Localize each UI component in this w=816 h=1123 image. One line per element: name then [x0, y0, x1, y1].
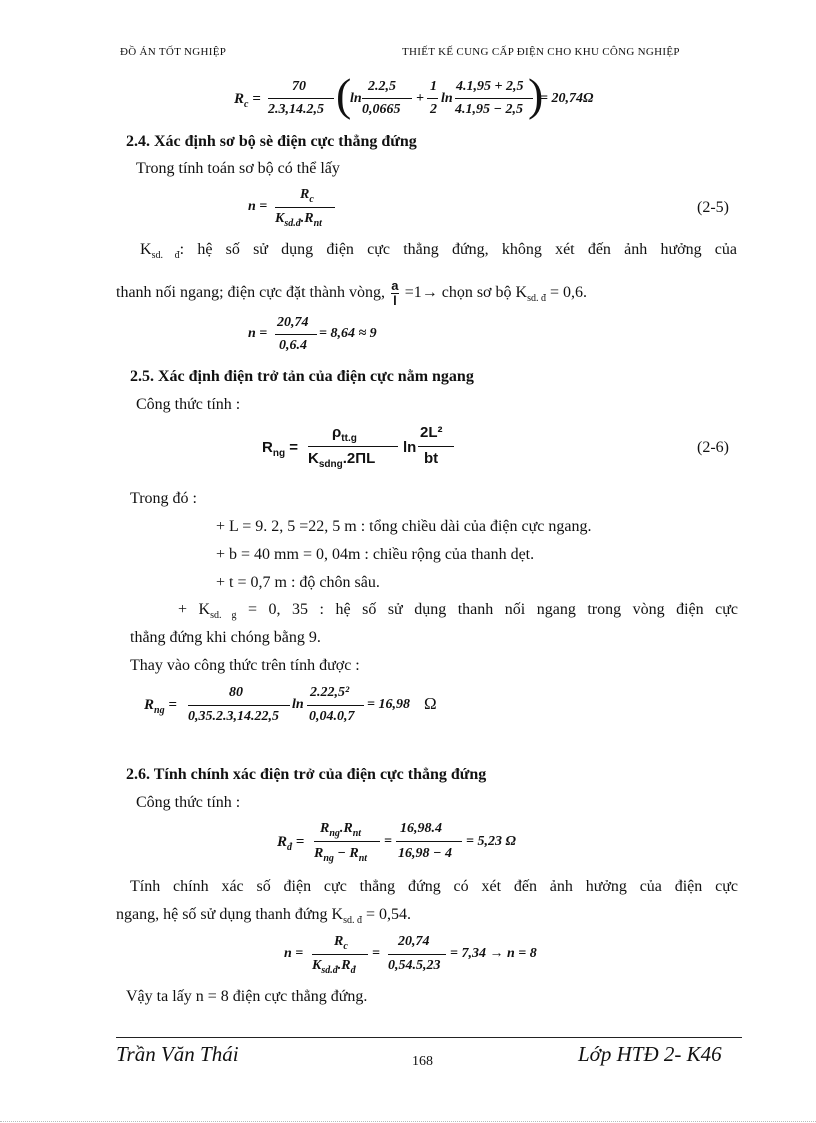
list-item: + L = 9. 2, 5 =22, 5 m : tổng chiều dài của điện cực ngang. [216, 518, 592, 535]
list-item: + $K_{sd. g} = 0$, 35 : hệ số sử dụng thanh nối ngang trong vòng điện cực [178, 601, 739, 622]
section-2-4-title: 2.4. Xác định sơ bộ sè điện cực thẳng đứng [126, 133, 417, 150]
conclusion: Vậy ta lấy n = 8 điện cực thẳng đứng. [126, 988, 368, 1005]
substitution-text: Thay vào công thức trên tính được : [130, 657, 360, 674]
section-2-6-intro: Công thức tính : [136, 794, 241, 811]
paragraph-ksd-2: thanh nối ngang; điện cực đặt thành vòng, $\frac{a}{l} =1\to$ chọn sơ bộ $K_{sd. đ} = 0,6$. [116, 278, 587, 308]
list-item: + t = 0,7 m : độ chôn sâu. [216, 574, 380, 591]
footer-class: Lớp HTĐ 2- K46 [578, 1042, 722, 1066]
where-label: Trong đó : [130, 490, 197, 507]
paragraph-precise-1: Tính chính xác số điện cực thẳng đứng có xét đến ảnh hưởng của điện cực [130, 878, 738, 895]
section-2-4-intro: Trong tính toán sơ bộ có thể lấy [136, 160, 340, 177]
footer-rule [116, 1037, 742, 1038]
paren-right: ) [528, 69, 544, 120]
page-number: 168 [412, 1054, 433, 1069]
paragraph-ksd-1: $K_{sd. đ}$: hệ số sử dụng điện cực thẳng đứng, không xét đến ảnh hưởng của [140, 241, 737, 262]
equation-number-2-6: (2-6) [697, 439, 729, 456]
list-item-continuation: thẳng đứng khi chóng bằng 9. [130, 629, 321, 646]
section-2-5-title: 2.5. Xác định điện trở tản của điện cực nằm ngang [130, 368, 474, 385]
section-2-5-intro: Công thức tính : [136, 396, 241, 413]
paragraph-precise-2: ngang, hệ số sử dụng thanh đứng $K_{sd. đ} = 0,54$. [116, 906, 412, 927]
header-left: ĐỒ ÁN TỐT NGHIỆP [120, 46, 227, 58]
equation-number-2-5: (2-5) [697, 199, 729, 216]
list-item: + b = 40 mm = 0, 04m : chiều rộng của thanh dẹt. [216, 546, 535, 563]
bottom-dotted-rule [0, 1121, 816, 1122]
paren-left: ( [336, 69, 352, 120]
header-right: THIẾT KẾ CUNG CẤP ĐIỆN CHO KHU CÔNG NGHIỆP [402, 46, 680, 58]
section-2-6-title: 2.6. Tính chính xác điện trở của điện cực thẳng đứng [126, 766, 487, 783]
footer-author: Trần Văn Thái [116, 1042, 239, 1066]
